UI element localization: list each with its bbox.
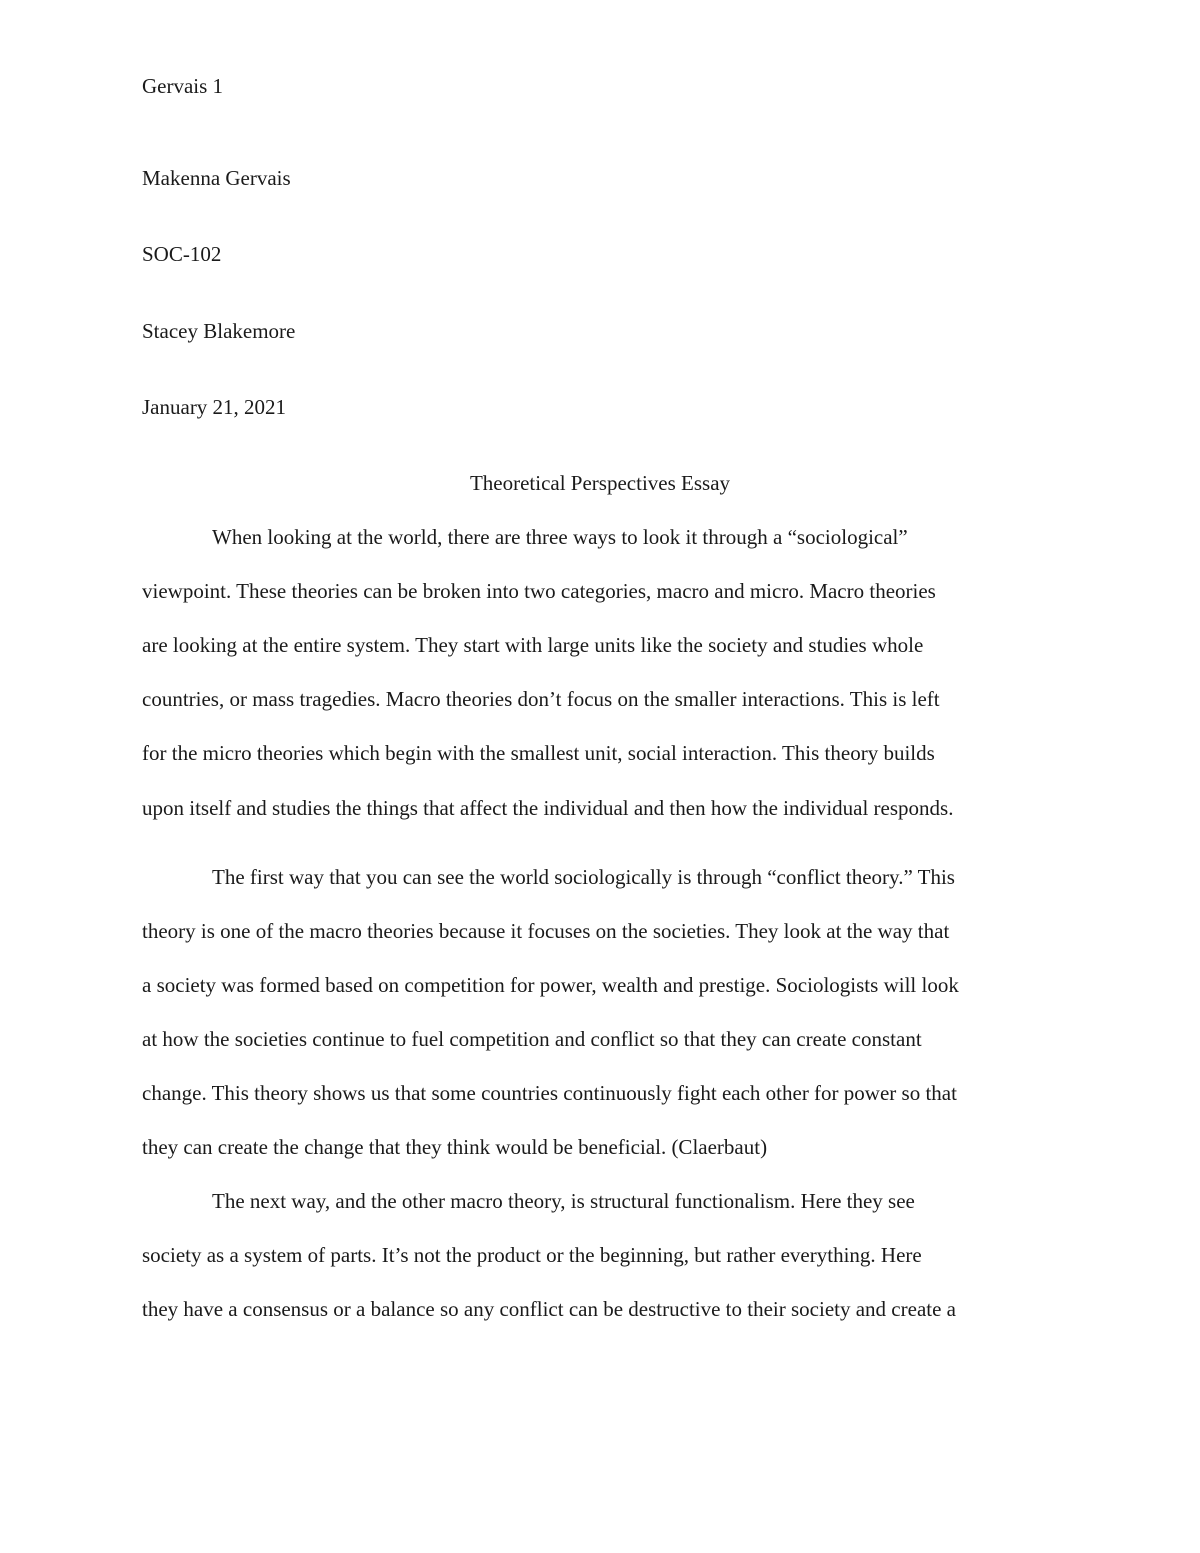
paragraph-line: a society was formed based on competition for power, wealth and prestige. Sociologists will look [142,973,959,997]
instructor-name: Stacey Blakemore [142,319,296,343]
essay-title: Theoretical Perspectives Essay [469,471,731,495]
paragraph-line: viewpoint. These theories can be broken into two categories, macro and micro. Macro theories [142,579,936,603]
paragraph-line: are looking at the entire system. They start with large units like the society and studies whole [142,633,924,657]
paragraph-line: they have a consensus or a balance so any conflict can be destructive to their society and create a [142,1297,956,1321]
paragraph-line: When looking at the world, there are three ways to look it through a “sociological” [212,525,908,549]
student-name: Makenna Gervais [142,166,291,190]
paragraph-line: for the micro theories which begin with the smallest unit, social interaction. This theory builds [142,741,935,765]
paragraph-line: The first way that you can see the world sociologically is through “conflict theory.” This [212,865,955,889]
paragraph-line: theory is one of the macro theories because it focuses on the societies. They look at the way that [142,919,950,943]
essay-date: January 21, 2021 [142,395,287,419]
running-head: Gervais 1 [142,74,224,98]
paragraph-line: change. This theory shows us that some countries continuously fight each other for power so that [142,1081,957,1105]
paragraph-line: they can create the change that they think would be beneficial. (Claerbaut) [142,1135,768,1159]
course-code: SOC-102 [142,242,222,266]
paragraph-line: countries, or mass tragedies. Macro theories don’t focus on the smaller interactions. This is left [142,687,940,711]
paragraph-line: at how the societies continue to fuel competition and conflict so that they can create constant [142,1027,922,1051]
paragraph-line: The next way, and the other macro theory, is structural functionalism. Here they see [212,1189,915,1213]
paragraph-line: upon itself and studies the things that affect the individual and then how the individual responds. [142,796,954,820]
paragraph-line: society as a system of parts. It’s not the product or the beginning, but rather everything. Here [142,1243,922,1267]
